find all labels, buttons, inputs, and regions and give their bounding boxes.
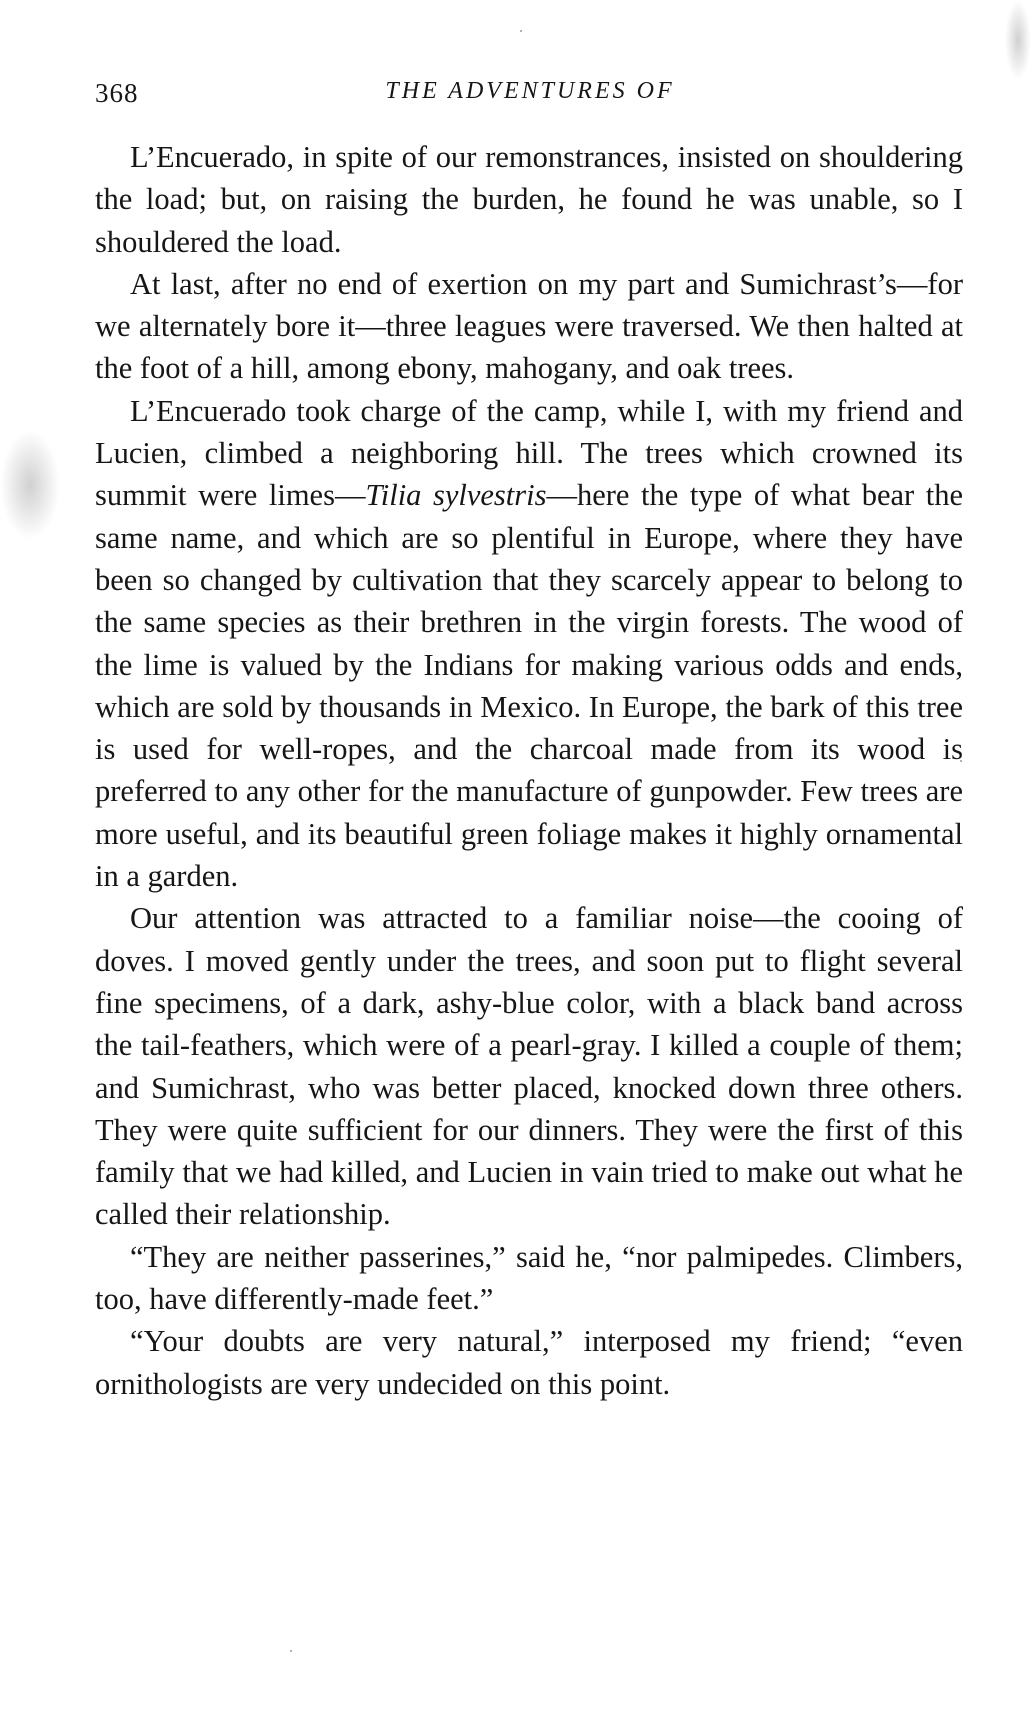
paragraph-4: Our attention was attracted to a familiar noise—the cooing of doves. I moved gently under the trees, and soon put to flight several fine specimens, of a dark, ashy-blue color, with a black band across the tail-feathers, which were of a pearl-gray. I killed a couple of them; and Sumichrast, who was better placed, knocked down three others. They were quite sufficient for our dinners. They were the first of this family that we had killed, and Lucien in vain tried to make out what he called their relationship. — [95, 901, 963, 1232]
paragraph-5: “They are neither passerines,” said he, “nor palmipedes. Climbers, too, have differently-made feet.” — [95, 1239, 963, 1317]
paragraph-6: “Your doubts are very natural,” interposed my friend; “even ornithologists are very undecided on this point. — [95, 1324, 963, 1401]
paragraph-2: At last, after no end of exertion on my part and Sumichrast’s—for we alternately bore it—three leagues were traversed. We then halted at the foot of a hill, among ebony, mahogany, and oak trees. — [95, 266, 963, 386]
paragraph-3-text-end: —here the type of what bear the same name, and which are so plentiful in Europe, where they have been so changed by cultivation that they scarcely appear to belong to the same species as their brethren in the virgin forests. The wood of the lime is valued by the Indians for making various odds and ends, which are sold by thousands in Mexico. In Europe, the bark of this tree is used for well-ropes, and the charcoal made from its wood is preferred to any other for the manufacture of gunpowder. Few trees are more useful, and its beautiful green foliage makes it highly ornamental in a garden. — [95, 478, 963, 894]
body-text — [95, 136, 963, 1405]
running-title: THE ADVENTURES OF — [385, 78, 675, 104]
page-number: 368 — [95, 78, 139, 108]
scan-smudge-left — [0, 430, 60, 540]
page-header — [95, 78, 965, 118]
scan-smudge-top-right — [1005, 0, 1031, 80]
paragraph-3-text-start: L’Encuerado took charge of the camp, while I, with my friend and Lucien, climbed a neighboring hill. The trees which crowned its summit were limes— — [95, 393, 963, 513]
paragraph-1: L’Encuerado, in spite of our remonstrances, insisted on shouldering the load; but, on raising the burden, he found he was unable, so I shouldered the load. — [95, 140, 963, 259]
scan-speck — [290, 1650, 292, 1652]
botanical-name: Tilia sylvestris — [365, 478, 547, 513]
paragraph-3 — [95, 390, 963, 898]
scan-speck — [520, 30, 522, 32]
